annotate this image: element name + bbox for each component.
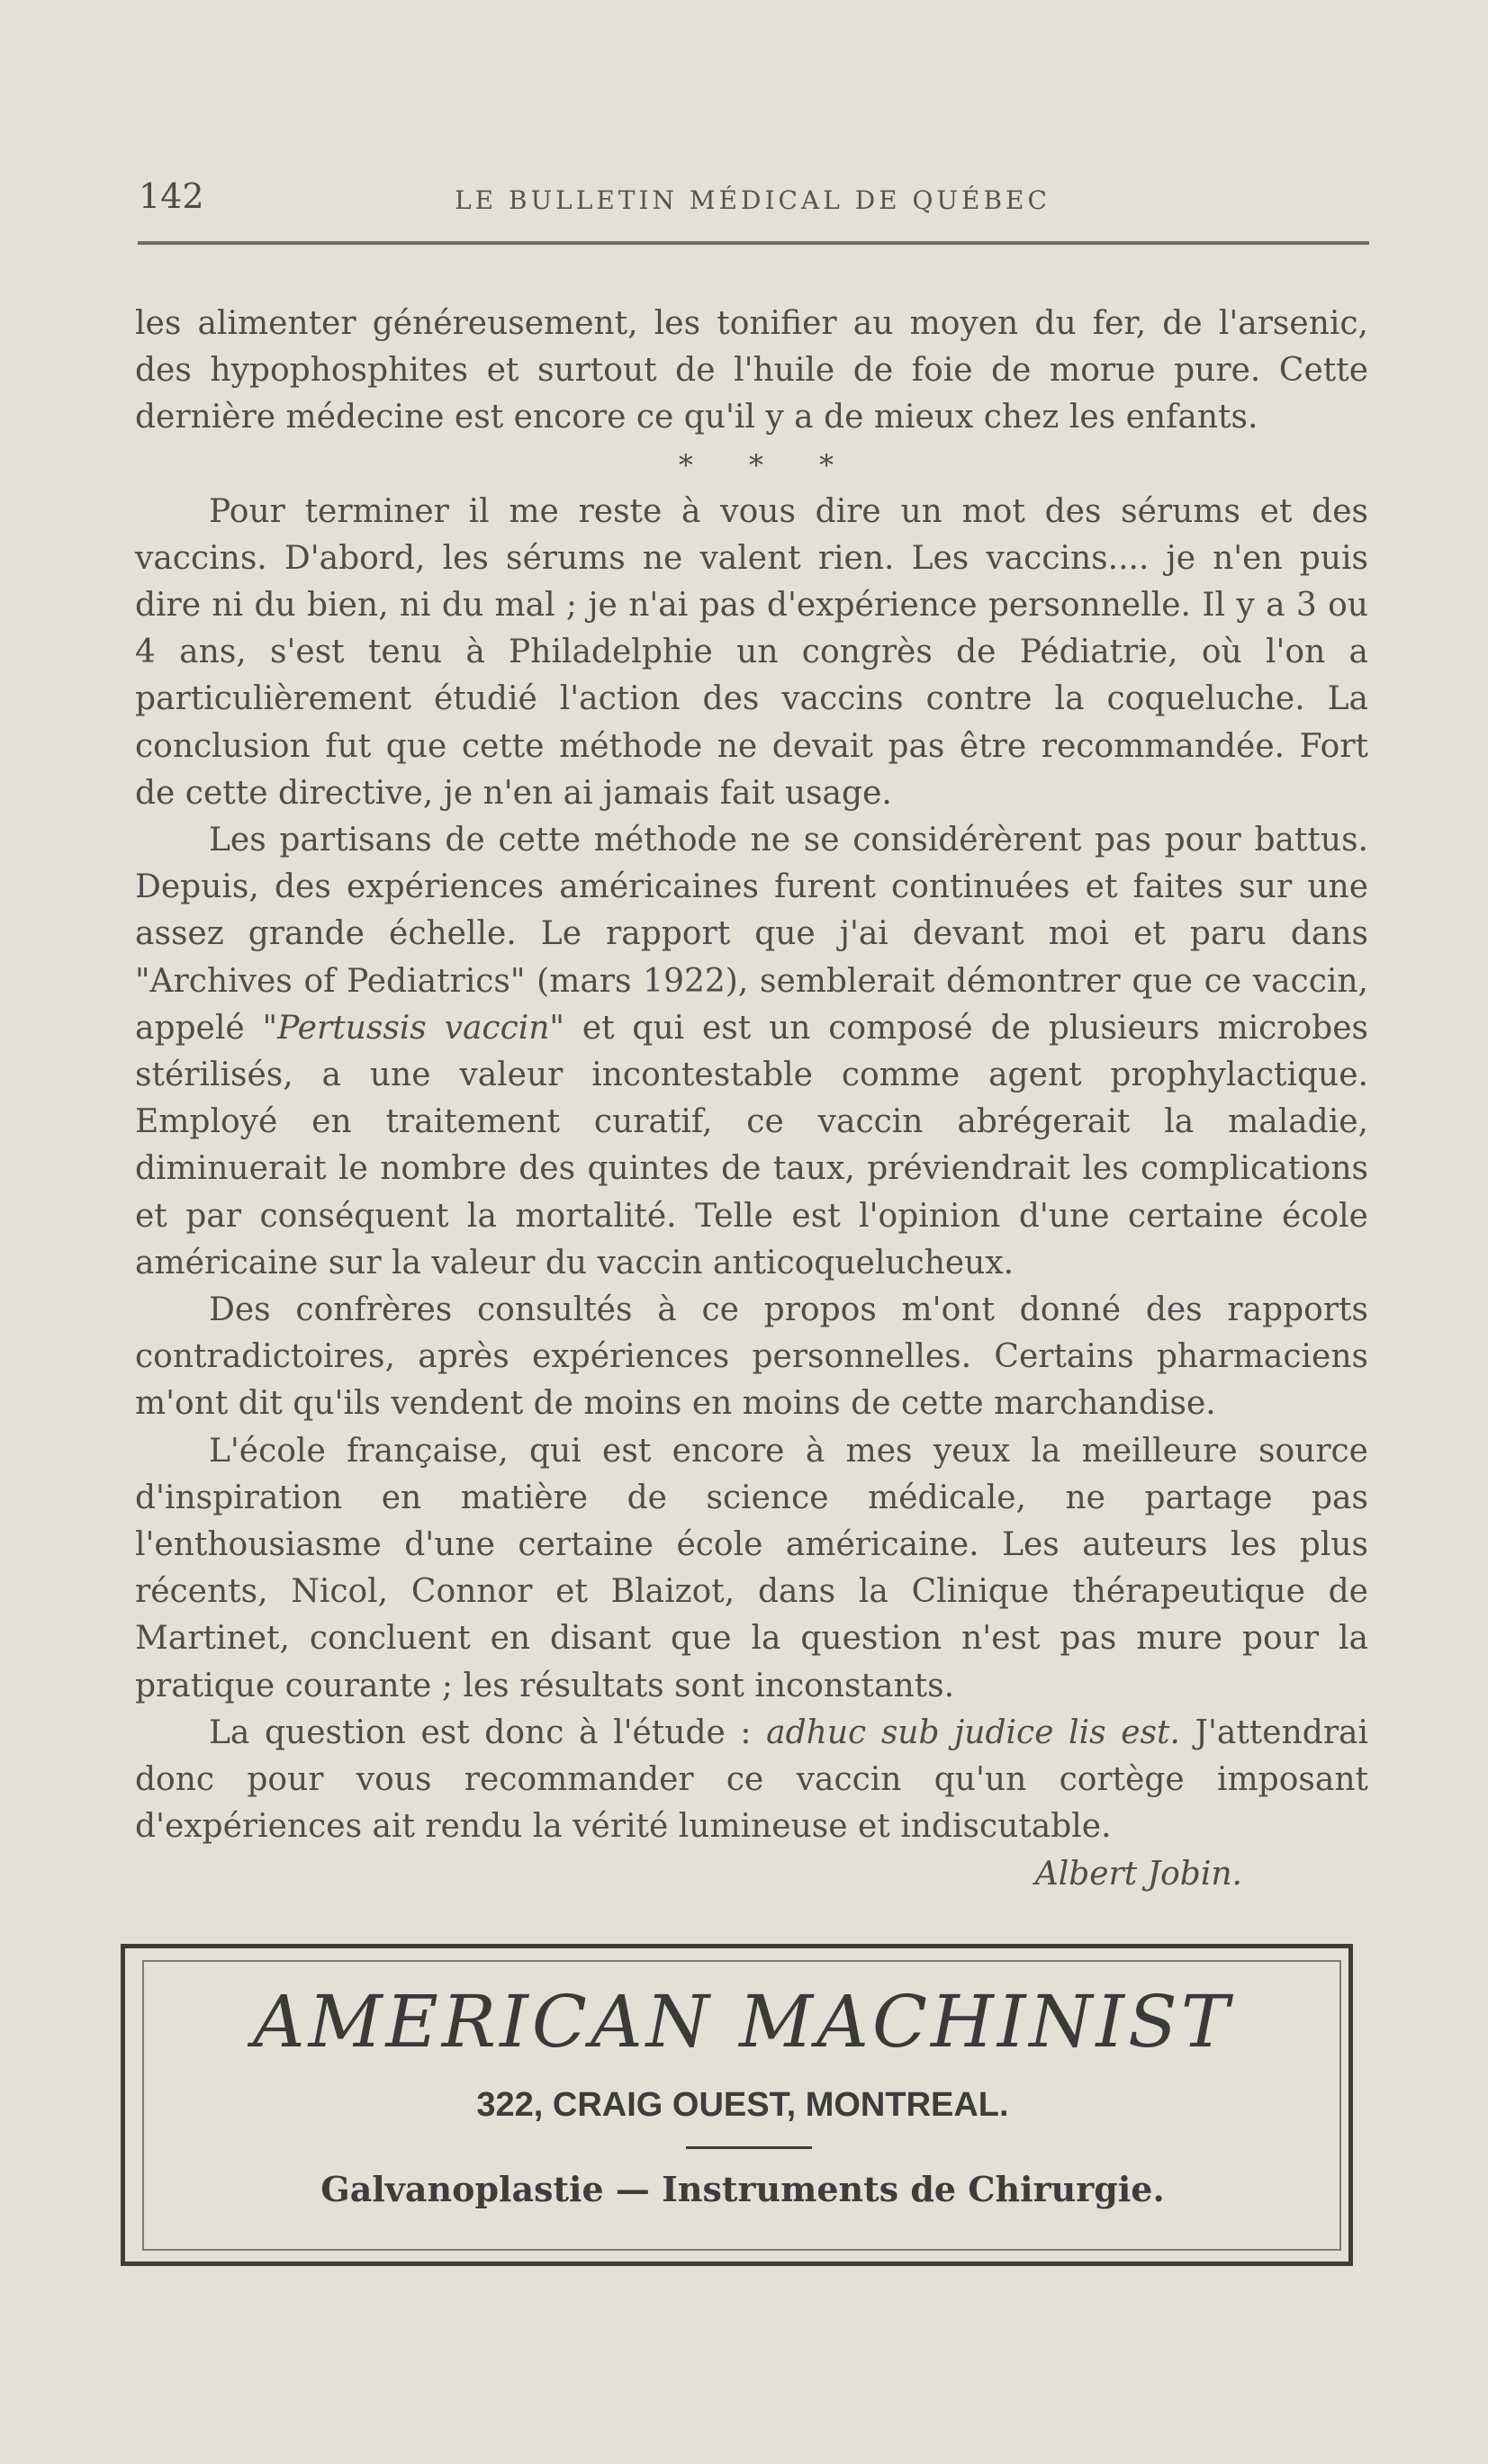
paragraph-6-italic: adhuc sub judice lis est. bbox=[766, 1713, 1180, 1751]
ad-border-top bbox=[121, 1944, 1348, 1948]
section-separator: * * * bbox=[678, 447, 858, 482]
running-title: LE BULLETIN MÉDICAL DE QUÉBEC bbox=[455, 185, 1051, 215]
ad-services: Galvanoplastie — Instruments de Chirurgie. bbox=[320, 2169, 1165, 2209]
header-rule bbox=[138, 241, 1369, 245]
ad-border-bottom-inner bbox=[144, 2249, 1341, 2251]
page-header bbox=[135, 176, 1370, 221]
ad-border-left bbox=[121, 1944, 125, 2266]
paragraph-1: les alimenter généreusement, les tonifier au moyen du fer, de l'arsenic, des hypophosphites et surtout de l'huile de foie de morue pure. Cette dernière médecine est encore ce qu'il y a de mieux chez les enfants. bbox=[135, 305, 1368, 436]
ad-address: 322, CRAIG OUEST, MONTREAL. bbox=[476, 2086, 1009, 2124]
paragraph-4: Des confrères consultés à ce propos m'ont donné des rapports contradictoires, après expériences personnelles. Certains pharmaciens m'ont dit qu'ils vendent de moins en moins de cette marchandise. bbox=[135, 1291, 1368, 1423]
paragraph-3-text-b: et qui est un composé de plusieurs microbes stérilisés, a une valeur incontestable comme agent prophylactique. Employé en traitement curatif, ce vaccin abrégerait la maladie, diminuerait le nombre des quintes de taux, préviendrait les complications et par conséquent la mortalité. Telle est l'opinion d'une certaine école américaine sur la valeur du vaccin anticoquelucheux. bbox=[135, 1009, 1369, 1281]
paragraph-6-text-a: La question est donc à l'étude : bbox=[209, 1713, 767, 1751]
paragraph-3-text-a: Les partisans de cette méthode ne se considérèrent pas pour battus. Depuis, des expériences américaines furent continuées et faites sur une assez grande échelle. Le rapport que j'ai devant moi et paru dans "Archives of Pediatrics" (mars 1922), semblerait démontrer que ce vaccin, appelé bbox=[135, 822, 1368, 1047]
page-number: 142 bbox=[139, 176, 204, 216]
paragraph-6 bbox=[135, 1710, 1368, 1851]
ad-company-name: AMERICAN MACHINIST bbox=[252, 1980, 1233, 2064]
paragraph-3 bbox=[135, 817, 1368, 1287]
paragraph-5: L'école française, qui est encore à mes yeux la meilleure source d'inspiration en matière de science médicale, ne partage pas l'enthousiasme d'une certaine école américaine. Les auteurs les plus récents, Nicol, Connor et Blaizot, dans la Clinique thérapeutique de Martinet, concluent en disant que la question n'est pas mure pour la pratique courante ; les résultats sont inconstants. bbox=[135, 1432, 1368, 1704]
author-signature: Albert Jobin. bbox=[1034, 1855, 1242, 1893]
ad-border-bottom bbox=[122, 2262, 1348, 2266]
ad-divider bbox=[686, 2146, 812, 2149]
ad-border-right bbox=[1348, 1944, 1353, 2266]
article-body bbox=[135, 301, 1368, 1898]
paragraph-6-text-b: J'attendrai donc pour vous recommander ce vaccin qu'un cortège imposant d'expériences ait rendu la vérité lumineuse et indiscutable. bbox=[135, 1713, 1368, 1846]
ad-border-top-inner bbox=[144, 1960, 1341, 1962]
paragraph-3-italic: "Pertussis vaccin" bbox=[262, 1009, 564, 1047]
paragraph-2: Pour terminer il me reste à vous dire un mot des sérums et des vaccins. D'abord, les sérums ne valent rien. Les vaccins.... je n'en puis dire ni du bien, ni du mal ; je n'ai pas d'expérience personnelle. Il y a 3 ou 4 ans, s'est tenu à Philadelphie un congrès de Pédiatrie, où l'on a particulièrement étudié l'action des vaccins contre la coqueluche. La conclusion fut que cette méthode ne devait pas être recommandée. Fort de cette directive, je n'en ai jamais fait usage. bbox=[135, 492, 1368, 812]
